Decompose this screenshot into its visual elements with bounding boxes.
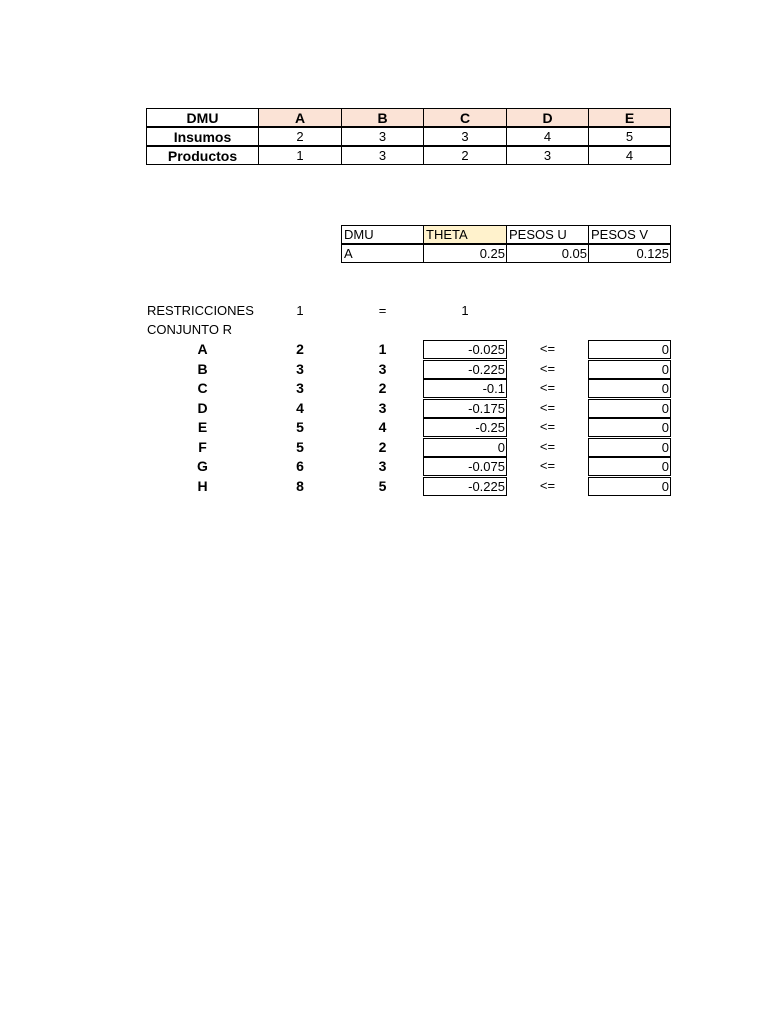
conjunto-insumo[interactable]: 3 — [296, 380, 304, 396]
table1-cell[interactable]: 4 — [588, 146, 671, 165]
table1-header-dmu[interactable]: DMU — [146, 108, 259, 127]
table1-cell[interactable]: 5 — [588, 127, 671, 146]
conjunto-operator[interactable]: <= — [539, 478, 556, 493]
conjunto-bound[interactable]: 0 — [588, 438, 671, 457]
conjunto-value[interactable]: -0.175 — [423, 399, 507, 418]
conjunto-bound[interactable]: 0 — [588, 457, 671, 476]
conjunto-operator[interactable]: <= — [539, 458, 556, 473]
table1-header-e[interactable]: E — [588, 108, 671, 127]
conjunto-bound[interactable]: 0 — [588, 379, 671, 398]
conjunto-operator[interactable]: <= — [539, 419, 556, 434]
table2-cell-dmu[interactable]: A — [341, 244, 424, 263]
conjunto-operator[interactable]: <= — [539, 380, 556, 395]
conjunto-value[interactable]: -0.225 — [423, 360, 507, 379]
table2-cell-pesos-v[interactable]: 0.125 — [588, 244, 671, 263]
table1-cell[interactable]: 3 — [423, 127, 507, 146]
conjunto-value[interactable]: -0.1 — [423, 379, 507, 398]
table1-cell[interactable]: 3 — [506, 146, 589, 165]
conjunto-value[interactable]: -0.075 — [423, 457, 507, 476]
conjunto-operator[interactable]: <= — [539, 439, 556, 454]
table2-header-pesos-u[interactable]: PESOS U — [506, 225, 589, 244]
table1-cell[interactable]: 2 — [258, 127, 342, 146]
conjunto-insumo[interactable]: 4 — [296, 400, 304, 416]
conjunto-producto[interactable]: 2 — [378, 439, 387, 455]
conjunto-bound[interactable]: 0 — [588, 477, 671, 496]
restricciones-rhs[interactable]: 1 — [461, 303, 469, 318]
table1-cell[interactable]: 3 — [341, 146, 424, 165]
conjunto-producto[interactable]: 3 — [378, 458, 387, 474]
conjunto-insumo[interactable]: 8 — [296, 478, 304, 494]
conjunto-dmu[interactable]: A — [197, 341, 208, 357]
table1-cell[interactable]: 2 — [423, 146, 507, 165]
restricciones-label[interactable]: RESTRICCIONES — [147, 303, 254, 318]
conjunto-bound[interactable]: 0 — [588, 340, 671, 359]
conjunto-r-label[interactable]: CONJUNTO R — [147, 322, 232, 337]
table1-cell[interactable]: 3 — [341, 127, 424, 146]
restricciones-lhs[interactable]: 1 — [296, 303, 304, 318]
table1-header-c[interactable]: C — [423, 108, 507, 127]
conjunto-producto[interactable]: 1 — [378, 341, 387, 357]
conjunto-bound[interactable]: 0 — [588, 360, 671, 379]
table1-cell[interactable]: 4 — [506, 127, 589, 146]
conjunto-value[interactable]: 0 — [423, 438, 507, 457]
conjunto-producto[interactable]: 5 — [378, 478, 387, 494]
conjunto-insumo[interactable]: 2 — [296, 341, 304, 357]
table1-row-insumos-label[interactable]: Insumos — [146, 127, 259, 146]
conjunto-insumo[interactable]: 5 — [296, 439, 304, 455]
table1-cell[interactable]: 1 — [258, 146, 342, 165]
conjunto-dmu[interactable]: E — [197, 419, 208, 435]
table1-header-d[interactable]: D — [506, 108, 589, 127]
restricciones-operator[interactable]: = — [378, 303, 387, 318]
conjunto-dmu[interactable]: D — [197, 400, 208, 416]
conjunto-producto[interactable]: 2 — [378, 380, 387, 396]
table1-header-a[interactable]: A — [258, 108, 342, 127]
table2-cell-pesos-u[interactable]: 0.05 — [506, 244, 589, 263]
conjunto-dmu[interactable]: F — [198, 439, 207, 455]
table1-header-b[interactable]: B — [341, 108, 424, 127]
conjunto-producto[interactable]: 3 — [378, 361, 387, 377]
conjunto-operator[interactable]: <= — [539, 341, 556, 356]
table2-header-dmu[interactable]: DMU — [341, 225, 424, 244]
conjunto-dmu[interactable]: C — [197, 380, 208, 396]
table2-header-theta[interactable]: THETA — [423, 225, 507, 244]
conjunto-value[interactable]: -0.025 — [423, 340, 507, 359]
conjunto-dmu[interactable]: G — [197, 458, 208, 474]
table1-row-productos-label[interactable]: Productos — [146, 146, 259, 165]
table2-cell-theta[interactable]: 0.25 — [423, 244, 507, 263]
conjunto-value[interactable]: -0.225 — [423, 477, 507, 496]
conjunto-bound[interactable]: 0 — [588, 418, 671, 437]
conjunto-insumo[interactable]: 3 — [296, 361, 304, 377]
conjunto-dmu[interactable]: B — [197, 361, 208, 377]
table2-header-pesos-v[interactable]: PESOS V — [588, 225, 671, 244]
conjunto-producto[interactable]: 4 — [378, 419, 387, 435]
conjunto-dmu[interactable]: H — [197, 478, 208, 494]
conjunto-operator[interactable]: <= — [539, 400, 556, 415]
conjunto-operator[interactable]: <= — [539, 361, 556, 376]
conjunto-bound[interactable]: 0 — [588, 399, 671, 418]
conjunto-insumo[interactable]: 5 — [296, 419, 304, 435]
conjunto-value[interactable]: -0.25 — [423, 418, 507, 437]
conjunto-insumo[interactable]: 6 — [296, 458, 304, 474]
conjunto-producto[interactable]: 3 — [378, 400, 387, 416]
